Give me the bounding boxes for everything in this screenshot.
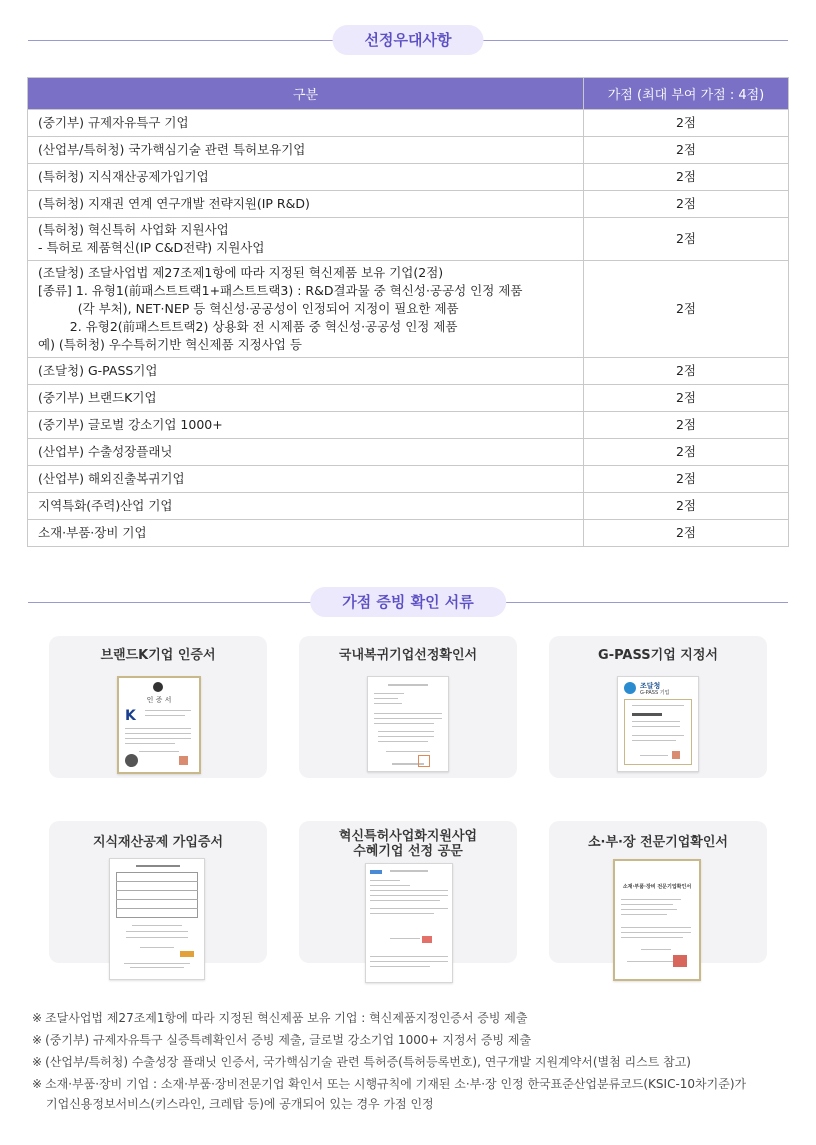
row-points: 2점 — [584, 218, 789, 261]
row-category — [28, 520, 584, 547]
brand-k-certificate-image: 인 증 서 K — [117, 676, 201, 774]
category-line: (산업부) 해외진출복귀기업 — [38, 471, 185, 486]
card-title: G-PASS기업 지정서 — [598, 648, 718, 663]
section-title-pill: 선정우대사항 — [333, 25, 484, 55]
row-category — [28, 493, 584, 520]
note-text: 기업신용정보서비스(키스라인, 크레탑 등)에 공개되어 있는 경우 가점 인정 — [46, 1097, 434, 1111]
note-item — [32, 1008, 792, 1028]
category-line: 2. 유형2(前패스트트랙2) 상용화 전 시제품 중 혁신성·공공성 인정 제품 — [38, 319, 458, 334]
category-line: (각 부처), NET·NEP 등 혁신성·공공성이 인정되어 지정이 필요한 제품 — [38, 301, 459, 316]
note-text: (중기부) 규제자유특구 실증특례확인서 증빙 제출, 글로벌 강소기업 1000+ 지정서 증빙 제출 — [45, 1033, 532, 1047]
row-category — [28, 261, 584, 358]
table-row — [28, 261, 789, 358]
category-line: (특허청) 혁신특허 사업화 지원사업 — [38, 222, 229, 237]
category-line: (중기부) 글로벌 강소기업 1000+ — [38, 417, 223, 432]
row-category — [28, 466, 584, 493]
table-row — [28, 110, 789, 137]
note-item — [32, 1030, 792, 1050]
category-line: (조달청) 조달사업법 제27조제1항에 따라 지정된 혁신제품 보유 기업(2점) — [38, 265, 444, 280]
category-line: (산업부/특허청) 국가핵심기술 관련 특허보유기업 — [38, 142, 306, 157]
doc-card-reshoring — [299, 636, 517, 778]
notes-section — [32, 1008, 792, 1116]
table-row — [28, 137, 789, 164]
table-row — [28, 358, 789, 385]
category-line: (중기부) 브랜드K기업 — [38, 390, 157, 405]
category-line: (특허청) 지재권 연계 연구개발 전략지원(IP R&D) — [38, 196, 310, 211]
category-line: 지역특화(주력)산업 기업 — [38, 498, 173, 513]
card-title: 브랜드K기업 인증서 — [100, 648, 216, 663]
g-pass-certificate-image: 조달청 G-PASS 기업 — [617, 676, 699, 772]
note-mark: ※ — [32, 1055, 43, 1069]
category-line: 소재·부품·장비 기업 — [38, 525, 147, 540]
category-line: 예) (특허청) 우수특허기반 혁신제품 지정사업 등 — [38, 337, 302, 352]
note-text: 조달사업법 제27조제1항에 따라 지정된 혁신제품 보유 기업 : 혁신제품지정인증서 증빙 제출 — [45, 1011, 528, 1025]
row-points: 2점 — [584, 110, 789, 137]
section-header-preferences — [28, 25, 788, 55]
table-row — [28, 466, 789, 493]
row-category — [28, 358, 584, 385]
doc-card-brand-k — [49, 636, 267, 778]
card-title: 소·부·장 전문기업확인서 — [588, 835, 728, 850]
card-title: 국내복귀기업선정확인서 — [338, 648, 478, 663]
table-row — [28, 164, 789, 191]
innovative-patent-letter-image — [365, 863, 453, 983]
row-points: 2점 — [584, 164, 789, 191]
doc-card-sobujang — [549, 821, 767, 963]
row-points: 2점 — [584, 137, 789, 164]
section-title-pill: 가점 증빙 확인 서류 — [310, 587, 506, 617]
row-category — [28, 385, 584, 412]
row-category — [28, 110, 584, 137]
row-category — [28, 191, 584, 218]
table-row — [28, 412, 789, 439]
table-row — [28, 520, 789, 547]
category-line: (중기부) 규제자유특구 기업 — [38, 115, 189, 130]
row-points: 2점 — [584, 520, 789, 547]
table-row — [28, 493, 789, 520]
row-points: 2점 — [584, 439, 789, 466]
row-category — [28, 439, 584, 466]
row-points: 2점 — [584, 466, 789, 493]
note-mark: ※ — [32, 1077, 43, 1091]
table-row — [28, 191, 789, 218]
note-text: 소재·부품·장비 기업 : 소재·부품·장비전문기업 확인서 또는 시행규칙에 기재된 소·부·장 인정 한국표준산업분류코드(KSIC-10차기준)가 — [45, 1077, 747, 1091]
row-points: 2점 — [584, 191, 789, 218]
doc-card-ip-mutual-aid — [49, 821, 267, 963]
table-row — [28, 439, 789, 466]
row-points: 2점 — [584, 493, 789, 520]
table-header-row — [28, 78, 789, 110]
note-item — [32, 1052, 792, 1072]
doc-card-innovative-patent — [299, 821, 517, 963]
card-title: 혁신특허사업화지원사업 수혜기업 선정 공문 — [338, 829, 478, 859]
doc-card-g-pass — [549, 636, 767, 778]
row-category — [28, 164, 584, 191]
header-points: 가점 (최대 부여 가점 : 4점) — [584, 78, 789, 110]
category-line: [종류] 1. 유형1(前패스트트랙1+패스트트랙3) : R&D결과물 중 혁신성·공공성 인정 제품 — [38, 283, 523, 298]
row-points: 2점 — [584, 385, 789, 412]
row-points: 2점 — [584, 412, 789, 439]
table-row — [28, 385, 789, 412]
note-mark: ※ — [32, 1011, 43, 1025]
note-item — [32, 1074, 792, 1114]
row-points: 2점 — [584, 261, 789, 358]
note-text: (산업부/특허청) 수출성장 플래닛 인증서, 국가핵심기술 관련 특허증(특허등록번호), 연구개발 지원계약서(별첨 리스트 참고) — [45, 1055, 691, 1069]
row-category — [28, 412, 584, 439]
row-category — [28, 137, 584, 164]
category-line: (산업부) 수출성장플래닛 — [38, 444, 173, 459]
bonus-points-table — [27, 77, 789, 547]
row-category — [28, 218, 584, 261]
sobujang-certificate-image: 소재·부품·장비 전문기업확인서 — [613, 859, 701, 981]
table-row — [28, 218, 789, 261]
category-line: (조달청) G-PASS기업 — [38, 363, 158, 378]
note-mark: ※ — [32, 1033, 43, 1047]
section-header-documents — [28, 587, 788, 617]
category-line: (특허청) 지식재산공제가입기업 — [38, 169, 209, 184]
ip-mutual-aid-certificate-image — [109, 858, 205, 980]
header-category: 구분 — [28, 78, 584, 110]
reshoring-confirmation-image — [367, 676, 449, 772]
category-line: - 특허로 제품혁신(IP C&D전략) 지원사업 — [38, 240, 265, 255]
row-points: 2점 — [584, 358, 789, 385]
card-title: 지식재산공제 가입증서 — [92, 835, 224, 850]
